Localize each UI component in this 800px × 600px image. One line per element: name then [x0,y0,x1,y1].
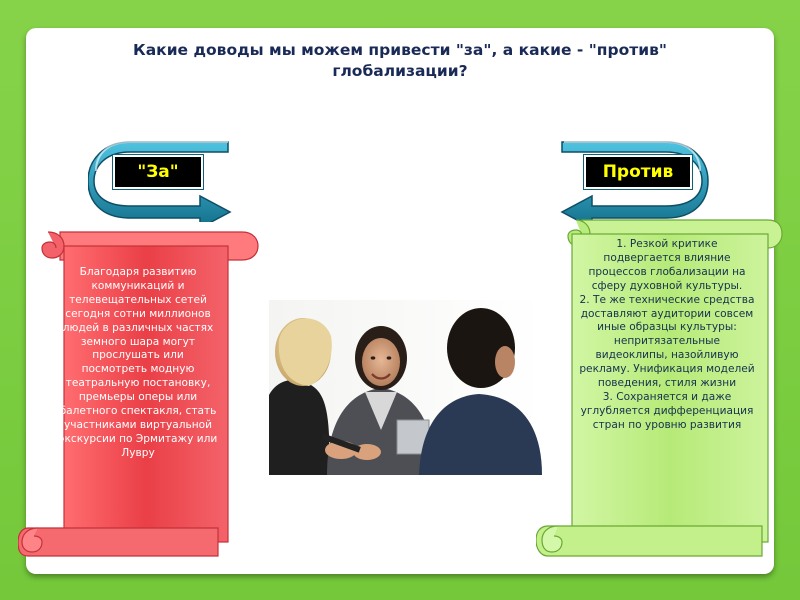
pro-label: "За" [113,155,203,189]
con-argument-text: 1. Резкой критике подвергается влияние процессов глобализации на сферу духовной культуры. 2. Те же технические средства доставляют аудитории совсем иные образцы культуры: непритязательные видеоклипы, назойливую рекламу. Унификация моделей поведения, стиля жизни 3. Сохраняется и даже углубляется дифференциация стран по уровню развития [579,238,755,431]
meeting-photo-illustration [269,300,542,475]
slide-title: Какие доводы мы можем привести "за", а какие - "против" глобализации? [133,41,667,80]
meeting-photo [269,300,542,475]
pro-argument-text: Благодаря развитию коммуникаций и телевещательных сетей сегодня сотни миллионов людей в различных частях земного шара могут прослушать или посмотреть модную театральную постановку, премьеры оперы или балетного спектакля, стать участниками виртуальной экскурсии по Эрмитажу или Лувру [58,266,218,459]
con-label: Против [584,155,692,189]
